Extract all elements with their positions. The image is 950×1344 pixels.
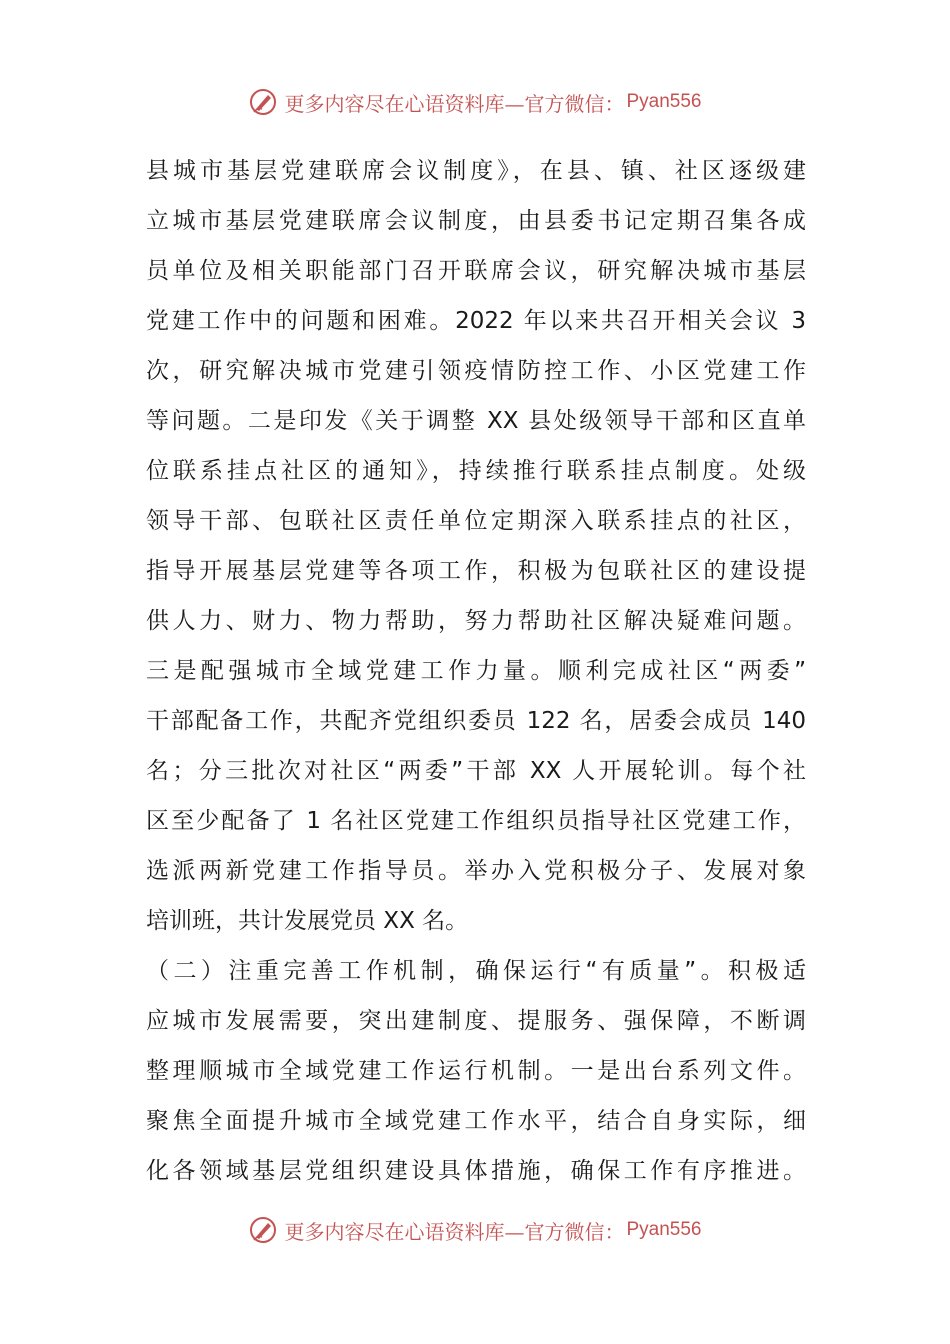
body-line: 立城市基层党建联席会议制度，由县委书记定期召集各成 xyxy=(146,208,806,234)
quill-pen-seal-icon xyxy=(248,87,278,117)
body-line: 等问题。二是印发《关于调整 XX 县处级领导干部和区直单 xyxy=(146,408,806,434)
body-line: 聚焦全面提升城市全域党建工作水平，结合自身实际，细 xyxy=(146,1108,806,1134)
watermark-wechat-id: Pyan556 xyxy=(626,91,702,112)
body-line: 三是配强城市全域党建工作力量。顺利完成社区“两委” xyxy=(146,658,806,684)
body-line: （二）注重完善工作机制，确保运行“有质量”。积极适 xyxy=(146,958,806,984)
watermark-wechat-id: Pyan556 xyxy=(626,1219,702,1240)
body-line: 应城市发展需要，突出建制度、提服务、强保障，不断调 xyxy=(146,1008,806,1034)
body-line: 党建工作中的问题和困难。2022 年以来共召开相关会议 3 xyxy=(146,308,806,334)
document-body xyxy=(146,146,806,1196)
body-line: 指导开展基层党建等各项工作，积极为包联社区的建设提 xyxy=(146,558,806,584)
body-line: 干部配备工作，共配齐党组织委员 122 名，居委会成员 140 xyxy=(146,708,806,734)
watermark-text: 更多内容尽在心语资料库—官方微信： xyxy=(284,91,625,116)
body-line: 县城市基层党建联席会议制度》，在县、镇、社区逐级建 xyxy=(146,158,806,184)
body-line: 名；分三批次对社区“两委”干部 XX 人开展轮训。每个社 xyxy=(146,758,806,784)
body-line: 领导干部、包联社区责任单位定期深入联系挂点的社区， xyxy=(146,508,806,534)
body-line: 位联系挂点社区的通知》，持续推行联系挂点制度。处级 xyxy=(146,458,806,484)
watermark-text: 更多内容尽在心语资料库—官方微信： xyxy=(284,1219,625,1244)
body-line: 培训班，共计发展党员 XX 名。 xyxy=(146,908,469,934)
body-line: 化各领域基层党组织建设具体措施，确保工作有序推进。 xyxy=(146,1158,806,1184)
body-line: 供人力、财力、物力帮助，努力帮助社区解决疑难问题。 xyxy=(146,608,806,634)
body-line: 整理顺城市全域党建工作运行机制。一是出台系列文件。 xyxy=(146,1058,806,1084)
body-line: 选派两新党建工作指导员。举办入党积极分子、发展对象 xyxy=(146,858,806,884)
quill-pen-seal-icon xyxy=(248,1215,278,1245)
body-line: 员单位及相关职能部门召开联席会议，研究解决城市基层 xyxy=(146,258,806,284)
body-line: 区至少配备了 1 名社区党建工作组织员指导社区党建工作， xyxy=(146,808,806,834)
header-watermark xyxy=(0,82,950,122)
footer-watermark xyxy=(0,1210,950,1250)
body-line: 次，研究解决城市党建引领疫情防控工作、小区党建工作 xyxy=(146,358,806,384)
